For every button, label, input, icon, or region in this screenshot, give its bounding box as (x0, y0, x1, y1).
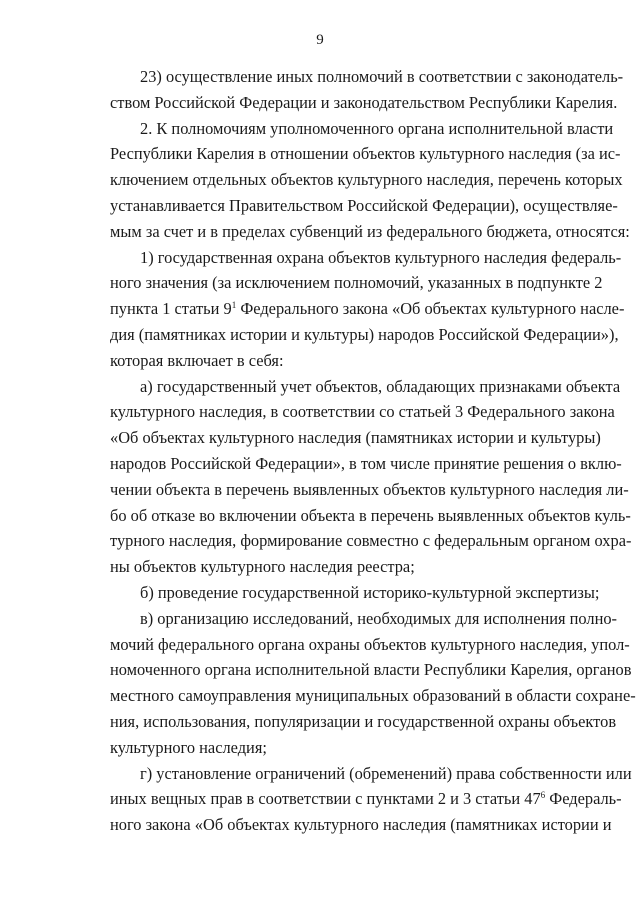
text-line (110, 219, 630, 245)
text-line (110, 580, 600, 606)
text-line (110, 683, 636, 709)
superscript-index: 6 (540, 790, 546, 801)
text-line (110, 399, 615, 425)
text-line (110, 528, 632, 554)
text-line-content: 1) государственная охрана объектов культурного наследия федераль- (140, 247, 622, 267)
text-line-content: б) проведение государственной историко-культурной экспертизы; (140, 582, 600, 602)
text-line (110, 606, 618, 632)
text-line-content: иных вещных прав в соответствии с пунктами 2 и 3 статьи 47 (110, 789, 541, 809)
text-line-content: народов Российской Федерации», в том числе принятие решения о вклю- (110, 453, 622, 473)
text-line-content: которая включает в себя: (110, 350, 284, 370)
text-line-content: ного значения (за исключением полномочий, указанных в подпункте 2 (110, 273, 603, 293)
text-line (110, 451, 622, 477)
text-line-content: чении объекта в перечень выявленных объектов культурного наследия ли- (110, 479, 629, 499)
text-line-content: культурного наследия, в соответствии со статьей 3 Федерального закона (110, 402, 615, 422)
text-line (110, 245, 622, 271)
text-line-content: а) государственный учет объектов, обладающих признаками объекта (140, 376, 621, 396)
text-line (110, 735, 596, 761)
text-line (110, 812, 612, 838)
text-line-content: номоченного органа исполнительной власти Республики Карелия, органов (110, 660, 632, 680)
text-line (110, 503, 631, 529)
text-line-content: «Об объектах культурного наследия (памятниках истории и культуры) (110, 428, 601, 448)
text-line (110, 657, 632, 683)
text-line (110, 167, 623, 193)
superscript-index: 1 (231, 300, 237, 311)
text-line (110, 270, 603, 296)
text-line (110, 296, 625, 322)
text-line-content: турного наследия, формирование совместно с федеральным органом охра- (110, 531, 632, 551)
text-line-content: устанавливается Правительством Российской Федерации), осуществляе- (110, 195, 618, 215)
text-line (110, 90, 618, 116)
text-line (110, 193, 618, 219)
text-line (110, 374, 621, 400)
text-line-content: пункта 1 статьи 9 (110, 299, 232, 319)
text-line-content: ния, использования, популяризации и государственной охраны объектов (110, 711, 617, 731)
text-line-content: местного самоуправления муниципальных образований в области сохране- (110, 686, 636, 706)
text-line-content: ством Российской Федерации и законодательством Республики Карелия. (110, 92, 618, 112)
text-line (110, 348, 596, 374)
text-line-content: 2. К полномочиям уполномоченного органа исполнительной власти (140, 118, 614, 138)
text-line-content: дия (памятниках истории и культуры) народов Российской Федерации»), (110, 324, 619, 344)
text-line (110, 709, 617, 735)
text-line-content: ключением отдельных объектов культурного наследия, перечень которых (110, 170, 623, 190)
text-line-content: ного закона «Об объектах культурного наследия (памятниках истории и (110, 815, 612, 835)
text-line-content: бо об отказе во включении объекта в перечень выявленных объектов куль- (110, 505, 631, 525)
document-body (110, 64, 636, 838)
text-line-continuation: Федерального закона «Об объектах культурного насле- (236, 299, 625, 319)
text-line (110, 322, 619, 348)
text-line (110, 761, 632, 787)
text-line (110, 425, 601, 451)
text-line-content: мочий федерального органа охраны объектов культурного наследия, упол- (110, 634, 630, 654)
text-line (110, 116, 614, 142)
text-line (110, 786, 622, 812)
text-line-continuation: Федераль- (545, 789, 622, 809)
text-line-content: культурного наследия; (110, 737, 267, 757)
text-line (110, 64, 624, 90)
text-line (110, 477, 629, 503)
page-number: 9 (316, 32, 324, 48)
text-line-content: Республики Карелия в отношении объектов культурного наследия (за ис- (110, 144, 621, 164)
text-line (110, 554, 596, 580)
text-line (110, 632, 630, 658)
text-line-content: г) установление ограничений (обременений) права собственности или (140, 763, 632, 783)
text-line-content: в) организацию исследований, необходимых для исполнения полно- (140, 608, 618, 628)
text-line (110, 141, 621, 167)
text-line-content: ны объектов культурного наследия реестра; (110, 557, 415, 577)
text-line-content: 23) осуществление иных полномочий в соответствии с законодатель- (140, 67, 624, 86)
text-line-content: мым за счет и в пределах субвенций из федерального бюджета, относятся: (110, 221, 630, 241)
